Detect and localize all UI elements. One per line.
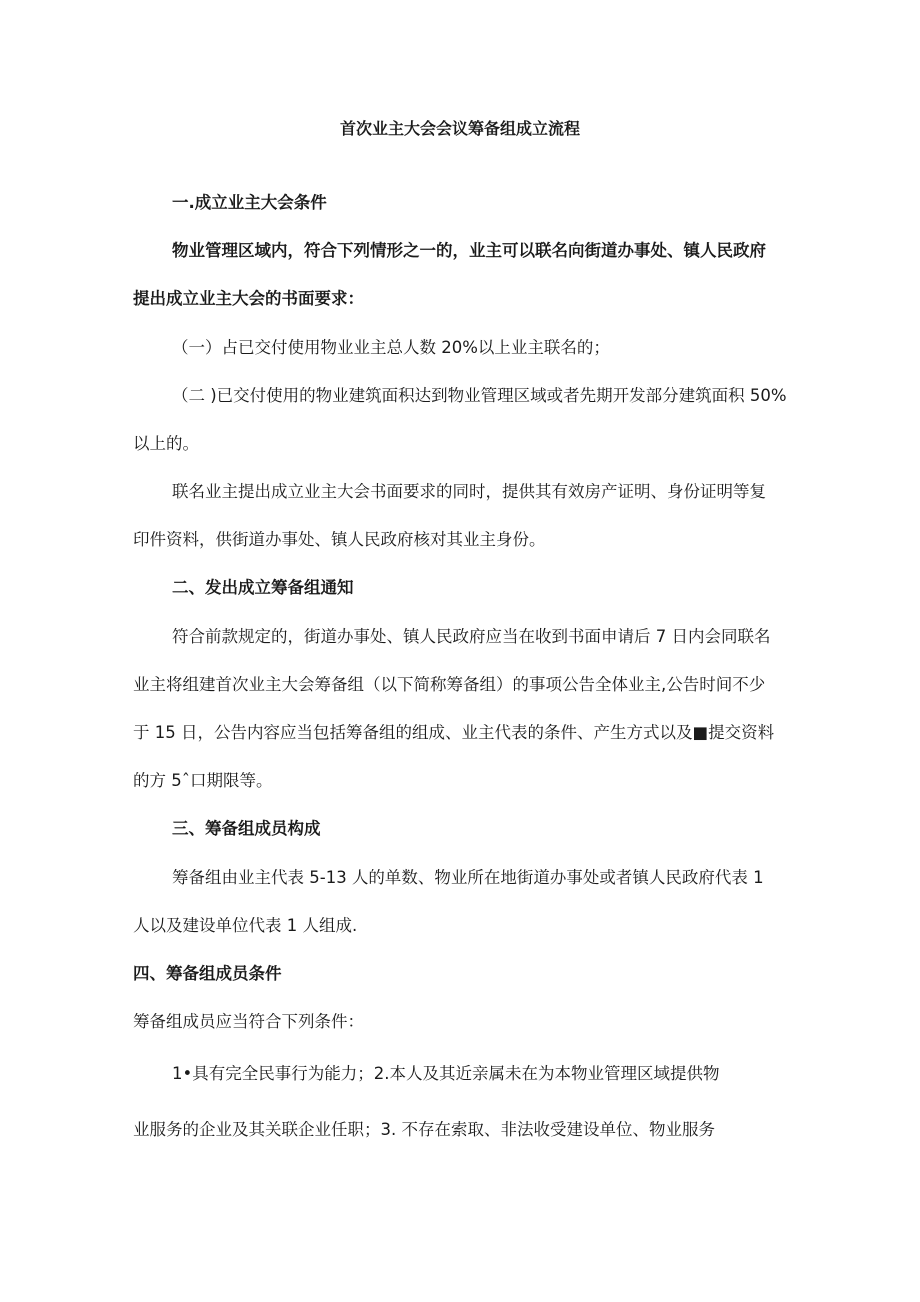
list-item: （一）占已交付使用物业业主总人数 20%以上业主联名的； [172,338,610,357]
paragraph-line: 筹备组成员应当符合下列条件： [133,1012,364,1031]
paragraph-line: 以上的。 [133,434,199,453]
paragraph-line: 筹备组由业主代表 5-13 人的单数、物业所在地街道办事处或者镇人民政府代表 1 [172,868,764,887]
paragraph-line: 业主将组建首次业主大会筹备组（以下简称筹备组）的事项公告全体业主,公告时间不少 [133,675,766,694]
paragraph-line: 联名业主提出成立业主大会书面要求的同时，提供其有效房产证明、身份证明等复 [172,482,766,501]
paragraph-line: 人以及建设单位代表 1 人组成. [133,916,358,935]
section-heading-1: 一.成立业主大会条件 [172,193,327,212]
section-heading-3: 三、筹备组成员构成 [172,819,321,838]
document-title: 首次业主大会会议筹备组成立流程 [339,119,580,138]
paragraph-line: 提出成立业主大会的书面要求： [133,289,364,308]
paragraph-line: 1•具有完全民事行为能力；2.本人及其近亲属未在为本物业管理区域提供物 [172,1064,720,1083]
paragraph-line: 符合前款规定的，街道办事处、镇人民政府应当在收到书面申请后 7 日内会同联名 [172,627,771,646]
paragraph-line: 物业管理区域内，符合下列情形之一的，业主可以联名向街道办事处、镇人民政府 [172,241,766,260]
list-item: （二 )已交付使用的物业建筑面积达到物业管理区域或者先期开发部分建筑面积 50% [172,386,787,405]
paragraph-line: 的方 5ˆ口期限等。 [133,771,273,790]
section-heading-4: 四、筹备组成员条件 [133,964,282,983]
paragraph-line: 于 15 日，公告内容应当包括筹备组的组成、业主代表的条件、产生方式以及■提交资料 [133,723,775,742]
section-heading-2: 二、发出成立筹备组通知 [172,578,354,597]
paragraph-line: 业服务的企业及其关联企业任职；3. 不存在索取、非法收受建设单位、物业服务 [133,1120,715,1139]
paragraph-line: 印件资料，供街道办事处、镇人民政府核对其业主身份。 [133,530,546,549]
